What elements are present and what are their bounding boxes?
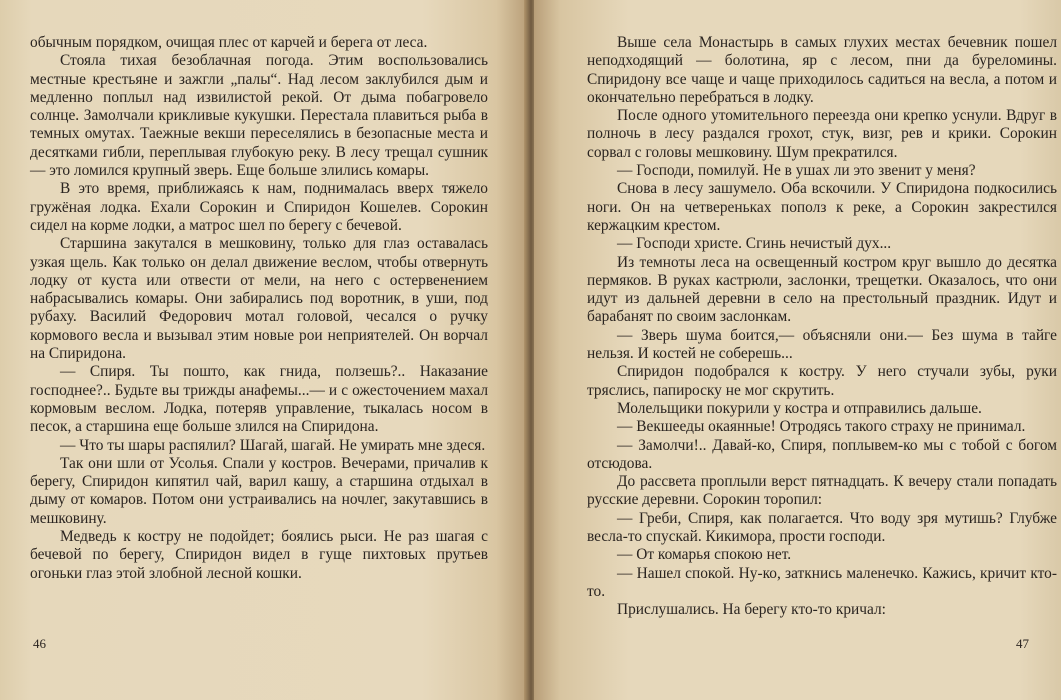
paragraph: — Нашел спокой. Ну-ко, заткнись маленечко. Кажись, кричит кто-то. — [587, 564, 1057, 600]
paragraph: — Что ты шары распялил? Шагай, шагай. Не умирать мне здеся. — [60, 436, 486, 454]
paragraph: — От комарья спокою нет. — [617, 546, 792, 564]
paragraph: обычным порядком, очищая плес от карчей и берега от леса. — [30, 34, 428, 51]
left-page-number: 46 — [33, 636, 46, 651]
paragraph: В это время, приближаясь к нам, поднималась вверх тяжело гружёная лодка. Ехали Сорокин и Спиридон Кошелев. Сорокин сидел на корме лодки, а матрос шел по берегу с бечевой. — [30, 180, 488, 234]
paragraph: Так они шли от Усолья. Спали у костров. Вечерами, причалив к берегу, Спиридон кипятил чай, варил кашу, а старшина отдыхал в дыму от комаров. Потом они устраивались на ночлег, закутавшись в мешковину. — [30, 454, 488, 527]
paragraph: Молельщики покурили у костра и отправились дальше. — [617, 399, 982, 417]
paragraph: До рассвета проплыли верст пятнадцать. К вечеру стали попадать русские деревни. Сорокин торопил: — [587, 473, 1057, 509]
right-page-number: 47 — [1016, 636, 1029, 651]
paragraph: — Замолчи!.. Давай-ко, Спиря, поплывем-ко мы с тобой с богом отсюдова. — [587, 436, 1057, 472]
paragraph: Медведь к костру не подойдет; боялись рыси. Не раз шагая с бечевой по берегу, Спиридон видел в гуще пихтовых прутьев огоньки глаз этой злобной лесной кошки. — [30, 528, 488, 582]
paragraph: — Векшееды окаянные! Отродясь такого страху не принимал. — [617, 418, 1026, 436]
paragraph: — Греби, Спиря, как полагается. Что воду зря мутишь? Глубже весла-то спускай. Кикимора, прости господи. — [587, 509, 1057, 546]
paragraph: Снова в лесу зашумело. Оба вскочили. У Спиридона подкосились ноги. Он на четвереньках пополз к реке, а Сорокин закрестился кержацким крестом. — [587, 180, 1057, 234]
paragraph: — Господи, помилуй. Не в ушах ли это звенит у меня? — [617, 162, 976, 180]
paragraph: — Спиря. Ты пошто, как гнида, ползешь?.. Наказание господнее?.. Будьте вы трижды анафемы...— и с ожесточением махал кормовым веслом. Лодка, потеряв управление, тыкалась носом в песок, а старшина еще больше злился на Спиридона. — [30, 363, 488, 436]
paragraph: Спиридон подобрался к костру. У него стучали зубы, руки тряслись, папироску не мог скрутить. — [587, 363, 1057, 399]
left-page-text — [30, 34, 488, 583]
paragraph: — Зверь шума боится,— объясняли они.— Без шума в тайге нельзя. И костей не соберешь... — [587, 326, 1057, 363]
paragraph: Стояла тихая безоблачная погода. Этим воспользовались местные крестьяне и зажгли „палы“. Над лесом заклубился дым и медленно поплыл над извилистой рекой. От дыма побагровело солнце. Замолчали крикливые кукушки. Перестала плавиться рыба в темных омутах. Таежные векши переселялись в безопасные места и десятками гибли, переплывая глубокую реку. В лесу трещал сушник — это ломился крупный зверь. Еще больше злились комары. — [30, 52, 488, 180]
paragraph: — Господи христе. Сгинь нечистый дух... — [617, 235, 892, 253]
paragraph: Из темноты леса на освещенный костром круг вышло до десятка пермяков. В руках кастрюли, заслонки, трещетки. Оказалось, что они идут из дальней деревни в село на престольный праздник. Идут и барабанят по своим заслонкам. — [587, 253, 1057, 326]
right-page — [534, 0, 1061, 700]
paragraph: Выше села Монастырь в самых глухих местах бечевник пошел неподходящий — болотина, яр с лесом, пни да буреломины. Спиридону все чаще и чаще приходилось садиться на весла, а потом и окончательно перебраться в лодку. — [587, 34, 1057, 106]
paragraph: После одного утомительного переезда они крепко уснули. Вдруг в полночь в лесу раздался грохот, стук, визг, рев и крики. Сорокин сорвал с головы мешковину. Шум прекратился. — [587, 107, 1057, 161]
left-page — [0, 0, 528, 700]
paragraph: Прислушались. На берегу кто-то кричал: — [617, 601, 886, 619]
paragraph: Старшина закутался в мешковину, только для глаз оставалась узкая щель. Как только он делал движение веслом, чтобы отвернуть лодку от куста или отвести от мели, на него с остервенением набрасывались комары. Они забирались под воротник, в уши, под рубаху. Василий Федорович мотал головой, чесался о ручку кормового весла и вызывал этим новые рои неприятелей. Он ворчал на Спиридона. — [30, 235, 488, 363]
right-page-text — [587, 34, 1057, 620]
